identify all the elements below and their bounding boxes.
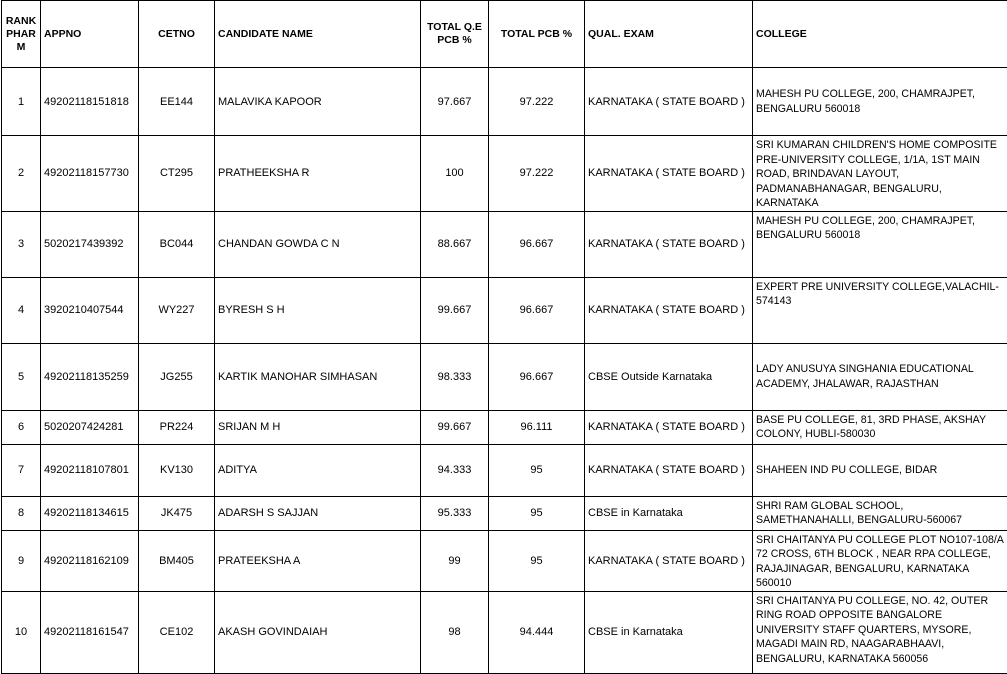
- cell-cetno: CT295: [139, 136, 215, 212]
- header-qual-exam: QUAL. EXAM: [585, 1, 753, 68]
- cell-candidate-name: PRATEEKSHA A: [215, 530, 421, 591]
- cell-cetno: KV130: [139, 444, 215, 496]
- table-row: [2, 277, 1007, 343]
- cell-total-qe-pcb: 95.333: [421, 496, 489, 530]
- cell-total-pcb: 97.222: [489, 136, 585, 212]
- cell-rank: 5: [2, 343, 41, 410]
- cell-total-qe-pcb: 97.667: [421, 68, 489, 136]
- table-row: [2, 444, 1007, 496]
- cell-total-pcb: 96.667: [489, 211, 585, 277]
- cell-appno: 49202118151818: [41, 68, 139, 136]
- table-row: [2, 343, 1007, 410]
- cell-candidate-name: ADITYA: [215, 444, 421, 496]
- cell-rank: 10: [2, 591, 41, 673]
- cell-rank: 3: [2, 211, 41, 277]
- header-cetno: CETNO: [139, 1, 215, 68]
- cell-college: BASE PU COLLEGE, 81, 3RD PHASE, AKSHAY COLONY, HUBLI-580030: [753, 410, 1007, 444]
- cell-candidate-name: PRATHEEKSHA R: [215, 136, 421, 212]
- cell-college: SHRI RAM GLOBAL SCHOOL, SAMETHANAHALLI, BENGALURU-560067: [753, 496, 1007, 530]
- cell-rank: 7: [2, 444, 41, 496]
- cell-candidate-name: ADARSH S SAJJAN: [215, 496, 421, 530]
- cell-college: SRI CHAITANYA PU COLLEGE PLOT NO107-108/A 72 CROSS, 6TH BLOCK , NEAR RPA COLLEGE, RAJAJINAGAR, BENGALURU, KARNATAKA 560010: [753, 530, 1007, 591]
- cell-qual-exam: KARNATAKA ( STATE BOARD ): [585, 410, 753, 444]
- cell-candidate-name: KARTIK MANOHAR SIMHASAN: [215, 343, 421, 410]
- cell-cetno: BM405: [139, 530, 215, 591]
- cell-appno: 5020217439392: [41, 211, 139, 277]
- cell-qual-exam: CBSE in Karnataka: [585, 496, 753, 530]
- table-row: [2, 211, 1007, 277]
- cell-qual-exam: KARNATAKA ( STATE BOARD ): [585, 68, 753, 136]
- cell-cetno: CE102: [139, 591, 215, 673]
- cell-college: SHAHEEN IND PU COLLEGE, BIDAR: [753, 444, 1007, 496]
- cell-cetno: BC044: [139, 211, 215, 277]
- cell-college: LADY ANUSUYA SINGHANIA EDUCATIONAL ACADEMY, JHALAWAR, RAJASTHAN: [753, 343, 1007, 410]
- cell-cetno: WY227: [139, 277, 215, 343]
- cell-appno: 49202118161547: [41, 591, 139, 673]
- cell-total-pcb: 97.222: [489, 68, 585, 136]
- cell-total-pcb: 96.667: [489, 277, 585, 343]
- cell-total-pcb: 94.444: [489, 591, 585, 673]
- cell-college: SRI CHAITANYA PU COLLEGE, NO. 42, OUTER RING ROAD OPPOSITE BANGALORE UNIVERSITY STAFF QUARTERS, MYSORE, MAGADI MAIN RD, NAAGARABHAAVI, BENGALURU, KARNATAKA 560056: [753, 591, 1007, 673]
- cell-qual-exam: KARNATAKA ( STATE BOARD ): [585, 136, 753, 212]
- cell-college: MAHESH PU COLLEGE, 200, CHAMRAJPET, BENGALURU 560018: [753, 211, 1007, 277]
- header-rank: RANK PHAR M: [2, 1, 41, 68]
- cell-rank: 4: [2, 277, 41, 343]
- cell-candidate-name: CHANDAN GOWDA C N: [215, 211, 421, 277]
- cell-rank: 2: [2, 136, 41, 212]
- cell-college: MAHESH PU COLLEGE, 200, CHAMRAJPET, BENGALURU 560018: [753, 68, 1007, 136]
- cell-candidate-name: BYRESH S H: [215, 277, 421, 343]
- cell-appno: 49202118107801: [41, 444, 139, 496]
- cell-appno: 49202118135259: [41, 343, 139, 410]
- cell-qual-exam: KARNATAKA ( STATE BOARD ): [585, 211, 753, 277]
- cell-cetno: PR224: [139, 410, 215, 444]
- cell-qual-exam: CBSE Outside Karnataka: [585, 343, 753, 410]
- table-row: [2, 68, 1007, 136]
- cell-qual-exam: KARNATAKA ( STATE BOARD ): [585, 444, 753, 496]
- table-row: [2, 530, 1007, 591]
- rank-list-table: [1, 0, 1007, 674]
- cell-total-qe-pcb: 98.333: [421, 343, 489, 410]
- table-row: [2, 496, 1007, 530]
- cell-rank: 9: [2, 530, 41, 591]
- cell-appno: 49202118162109: [41, 530, 139, 591]
- cell-total-pcb: 96.111: [489, 410, 585, 444]
- cell-total-pcb: 95: [489, 530, 585, 591]
- header-total-qe-pcb: TOTAL Q.E PCB %: [421, 1, 489, 68]
- cell-candidate-name: MALAVIKA KAPOOR: [215, 68, 421, 136]
- cell-cetno: EE144: [139, 68, 215, 136]
- cell-college: EXPERT PRE UNIVERSITY COLLEGE,VALACHIL-574143: [753, 277, 1007, 343]
- cell-total-qe-pcb: 99.667: [421, 277, 489, 343]
- header-candidate-name: CANDIDATE NAME: [215, 1, 421, 68]
- cell-total-qe-pcb: 98: [421, 591, 489, 673]
- cell-total-pcb: 95: [489, 444, 585, 496]
- cell-total-qe-pcb: 100: [421, 136, 489, 212]
- cell-qual-exam: CBSE in Karnataka: [585, 591, 753, 673]
- cell-rank: 1: [2, 68, 41, 136]
- cell-cetno: JK475: [139, 496, 215, 530]
- table-row: [2, 136, 1007, 212]
- cell-qual-exam: KARNATAKA ( STATE BOARD ): [585, 277, 753, 343]
- cell-candidate-name: AKASH GOVINDAIAH: [215, 591, 421, 673]
- cell-appno: 5020207424281: [41, 410, 139, 444]
- header-college: COLLEGE: [753, 1, 1007, 68]
- header-appno: APPNO: [41, 1, 139, 68]
- cell-total-qe-pcb: 99.667: [421, 410, 489, 444]
- cell-appno: 49202118134615: [41, 496, 139, 530]
- cell-appno: 49202118157730: [41, 136, 139, 212]
- cell-cetno: JG255: [139, 343, 215, 410]
- cell-rank: 6: [2, 410, 41, 444]
- cell-total-pcb: 96.667: [489, 343, 585, 410]
- header-total-pcb: TOTAL PCB %: [489, 1, 585, 68]
- cell-appno: 3920210407544: [41, 277, 139, 343]
- cell-total-qe-pcb: 94.333: [421, 444, 489, 496]
- cell-rank: 8: [2, 496, 41, 530]
- cell-qual-exam: KARNATAKA ( STATE BOARD ): [585, 530, 753, 591]
- table-row: [2, 591, 1007, 673]
- cell-total-pcb: 95: [489, 496, 585, 530]
- cell-total-qe-pcb: 88.667: [421, 211, 489, 277]
- header-row: [2, 1, 1007, 68]
- cell-total-qe-pcb: 99: [421, 530, 489, 591]
- cell-college: SRI KUMARAN CHILDREN'S HOME COMPOSITE PRE-UNIVERSITY COLLEGE, 1/1A, 1ST MAIN ROAD, BRINDAVAN LAYOUT, PADMANABHANAGAR, BENGALURU, KARNATAKA: [753, 136, 1007, 212]
- cell-candidate-name: SRIJAN M H: [215, 410, 421, 444]
- table-row: [2, 410, 1007, 444]
